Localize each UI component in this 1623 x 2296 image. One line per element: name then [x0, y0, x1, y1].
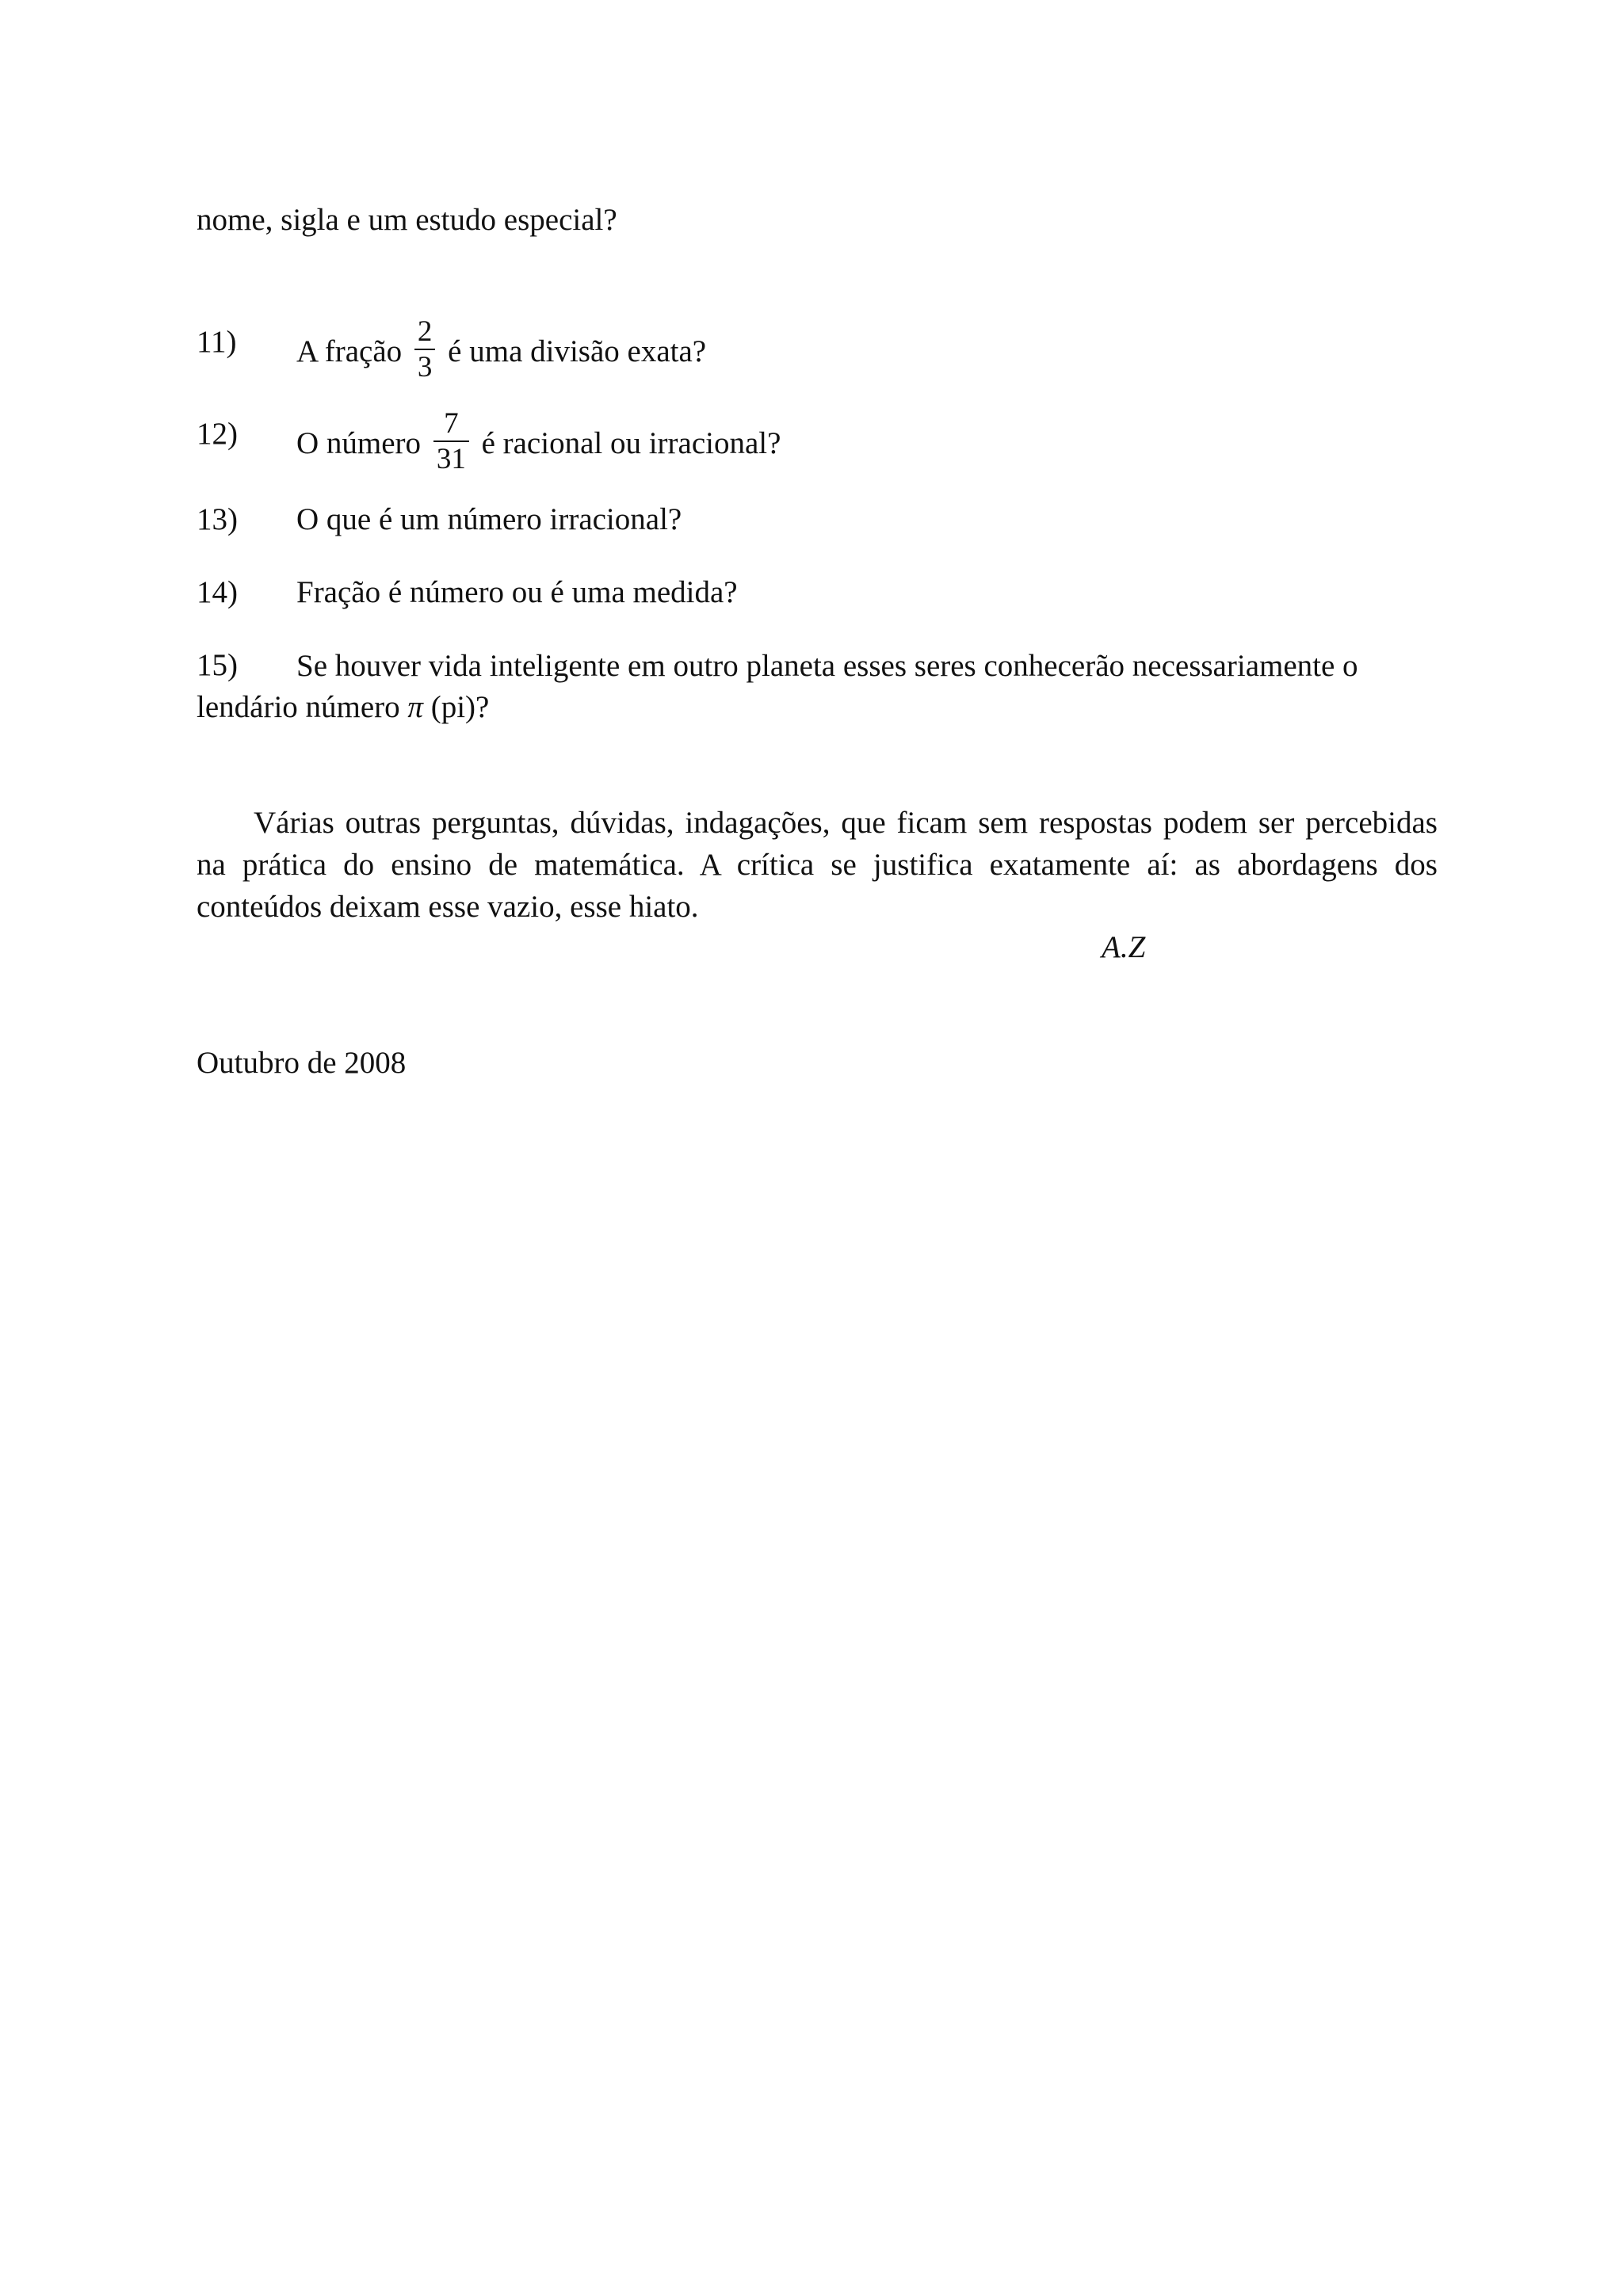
question-text-13: O que é um número irracional? — [296, 502, 682, 536]
question-15-before: lendário número — [197, 690, 400, 724]
fraction-numerator: 7 — [433, 409, 469, 442]
question-number-11: 11) — [197, 325, 237, 359]
question-12-before: O número — [296, 425, 422, 460]
question-text-11 — [296, 315, 707, 387]
question-text-12 — [296, 407, 781, 479]
question-text-15-line1: Se houver vida inteligente em outro planeta esses seres conhecerão necessariamente o — [296, 649, 1358, 683]
question-text-15-line2 — [197, 687, 489, 728]
question-number-14: 14) — [197, 575, 238, 609]
pi-symbol: π — [407, 690, 423, 724]
question-number-15: 15) — [197, 648, 238, 682]
question-15-after: (pi)? — [430, 690, 490, 724]
question-number-12: 12) — [197, 417, 238, 451]
fraction-denominator: 3 — [417, 351, 433, 383]
question-11-after: é uma divisão exata? — [448, 334, 707, 368]
question-12-after: é racional ou irracional? — [481, 425, 781, 460]
fraction-denominator: 31 — [436, 443, 466, 475]
fraction-7-31 — [433, 409, 469, 474]
fraction-numerator: 2 — [414, 317, 436, 350]
closing-paragraph: Várias outras perguntas, dúvidas, indagações, que ficam sem respostas podem ser percebidas na prática do ensino de matemática. A crítica se justifica exatamente aí: as abordagens dos conteúdos deixam esse vazio, esse hiato. — [197, 806, 1438, 924]
question-number-13: 13) — [197, 502, 238, 536]
intro-line: nome, sigla e um estudo especial? — [197, 203, 617, 237]
question-11-before: A fração — [296, 334, 403, 368]
signature: A.Z — [1102, 930, 1146, 964]
question-text-14: Fração é número ou é uma medida? — [296, 575, 738, 609]
date-line: Outubro de 2008 — [197, 1046, 407, 1080]
fraction-2-3 — [414, 317, 436, 382]
